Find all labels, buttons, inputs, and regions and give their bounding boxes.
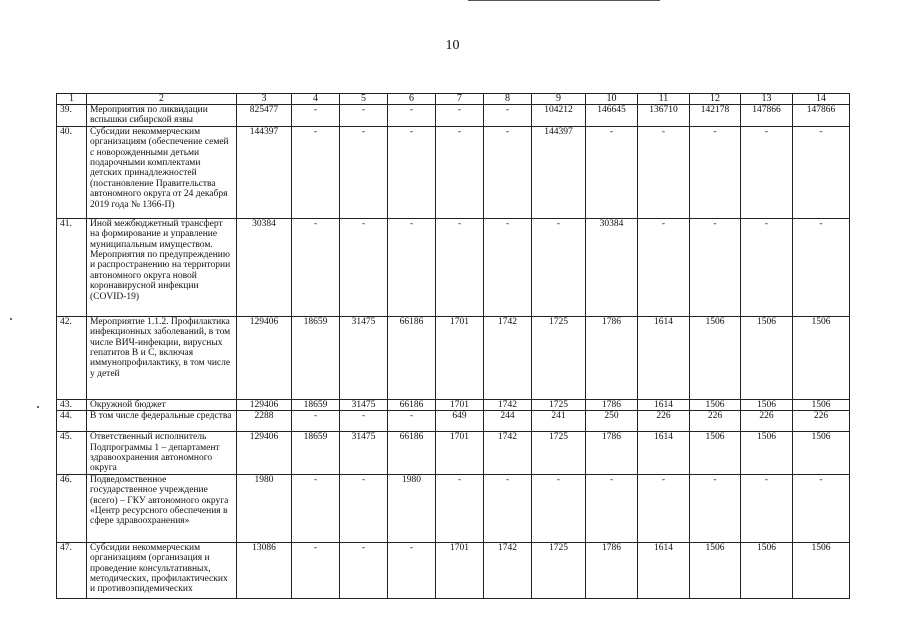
row-value: 142178: [690, 105, 741, 127]
row-number: 42.: [57, 316, 87, 399]
table-row: [57, 218, 850, 316]
table-row: [57, 316, 850, 399]
row-value: 31475: [340, 316, 388, 399]
row-value: -: [388, 542, 436, 598]
row-value: 66186: [388, 432, 436, 475]
row-name: Окружной бюджет: [87, 399, 237, 410]
table-row: [57, 126, 850, 218]
row-value: -: [292, 105, 340, 127]
row-value: 136710: [638, 105, 690, 127]
row-value: 129406: [237, 432, 292, 475]
row-number: 43.: [57, 399, 87, 410]
row-value: -: [388, 126, 436, 218]
row-value: 104212: [532, 105, 586, 127]
column-header: 1: [57, 94, 87, 105]
row-value: -: [532, 218, 586, 316]
row-value: 226: [690, 411, 741, 432]
top-rule: [468, 0, 660, 2]
row-value: 226: [638, 411, 690, 432]
row-name: Мероприятие 1.1.2. Профилактика инфекционных заболеваний, в том числе ВИЧ-инфекции, вирусных гепатитов В и С, включая иммунопрофилактику, в том числе у детей: [87, 316, 237, 399]
row-value: 18659: [292, 399, 340, 410]
row-value: -: [436, 105, 484, 127]
row-value: 1701: [436, 399, 484, 410]
row-value: 129406: [237, 316, 292, 399]
row-value: -: [793, 474, 850, 542]
row-value: 1701: [436, 432, 484, 475]
column-header: 9: [532, 94, 586, 105]
row-value: 1786: [586, 542, 638, 598]
row-name: Подведомственное государственное учреждение (всего) – ГКУ автономного округа «Центр ресурсного обеспечения в сфере здравоохранения»: [87, 474, 237, 542]
row-value: 1506: [690, 399, 741, 410]
row-number: 46.: [57, 474, 87, 542]
row-value: -: [484, 218, 532, 316]
row-value: 1701: [436, 542, 484, 598]
row-value: -: [741, 474, 793, 542]
row-value: -: [436, 474, 484, 542]
row-value: 66186: [388, 399, 436, 410]
row-value: 825477: [237, 105, 292, 127]
row-number: 40.: [57, 126, 87, 218]
row-value: 1701: [436, 316, 484, 399]
row-value: -: [340, 474, 388, 542]
row-value: -: [690, 474, 741, 542]
row-value: 1980: [388, 474, 436, 542]
column-header: 2: [87, 94, 237, 105]
row-value: 66186: [388, 316, 436, 399]
row-value: 1786: [586, 399, 638, 410]
row-value: -: [690, 126, 741, 218]
row-value: -: [436, 126, 484, 218]
row-value: -: [292, 411, 340, 432]
row-value: -: [292, 218, 340, 316]
row-value: 31475: [340, 399, 388, 410]
row-value: -: [638, 474, 690, 542]
row-value: -: [793, 218, 850, 316]
row-value: 1506: [793, 432, 850, 475]
row-value: 649: [436, 411, 484, 432]
row-name: Субсидии некоммерческим организациям (обеспечение семей с новорожденными детьми подарочными комплектами детских принадлежностей (постановление Правительства автономного округа от 24 декабря 2019 года № 1366-П): [87, 126, 237, 218]
margin-mark: [37, 406, 39, 408]
row-value: 129406: [237, 399, 292, 410]
column-header: 12: [690, 94, 741, 105]
row-value: 1725: [532, 432, 586, 475]
table-row: [57, 542, 850, 598]
row-value: 1506: [741, 432, 793, 475]
row-value: 1614: [638, 399, 690, 410]
row-value: 1725: [532, 399, 586, 410]
row-value: -: [340, 411, 388, 432]
column-header: 10: [586, 94, 638, 105]
margin-mark: [10, 318, 12, 320]
row-value: 144397: [237, 126, 292, 218]
row-value: 13086: [237, 542, 292, 598]
row-value: 1506: [690, 316, 741, 399]
row-value: -: [638, 218, 690, 316]
row-value: 147866: [741, 105, 793, 127]
row-value: 2288: [237, 411, 292, 432]
row-value: -: [388, 218, 436, 316]
row-name: Субсидии некоммерческим организациям (организация и проведение консультативных, методических, профилактических и противоэпидемических: [87, 542, 237, 598]
row-value: -: [292, 542, 340, 598]
row-number: 47.: [57, 542, 87, 598]
row-value: 226: [741, 411, 793, 432]
row-value: 250: [586, 411, 638, 432]
row-value: -: [484, 105, 532, 127]
row-value: 226: [793, 411, 850, 432]
row-value: 1725: [532, 542, 586, 598]
row-number: 45.: [57, 432, 87, 475]
row-value: 1506: [741, 316, 793, 399]
row-value: -: [741, 218, 793, 316]
row-value: 1506: [741, 542, 793, 598]
row-value: -: [484, 474, 532, 542]
row-value: -: [388, 105, 436, 127]
row-value: -: [690, 218, 741, 316]
column-header: 8: [484, 94, 532, 105]
column-header: 3: [237, 94, 292, 105]
row-value: 1742: [484, 399, 532, 410]
row-value: 1725: [532, 316, 586, 399]
table-row: [57, 474, 850, 542]
row-value: 146645: [586, 105, 638, 127]
row-value: 241: [532, 411, 586, 432]
table-header-row: [57, 94, 850, 105]
budget-table: [56, 93, 850, 599]
row-number: 44.: [57, 411, 87, 432]
row-value: 147866: [793, 105, 850, 127]
row-value: 1614: [638, 542, 690, 598]
column-header: 14: [793, 94, 850, 105]
row-value: 30384: [586, 218, 638, 316]
row-value: 1506: [793, 399, 850, 410]
row-value: 1786: [586, 316, 638, 399]
row-name: Ответственный исполнитель Подпрограммы 1 – департамент здравоохранения автономного округа: [87, 432, 237, 475]
column-header: 6: [388, 94, 436, 105]
row-value: 18659: [292, 432, 340, 475]
column-header: 11: [638, 94, 690, 105]
row-value: -: [388, 411, 436, 432]
table-row: [57, 105, 850, 127]
table-row: [57, 399, 850, 410]
row-value: -: [638, 126, 690, 218]
row-value: 31475: [340, 432, 388, 475]
row-value: 30384: [237, 218, 292, 316]
row-value: 244: [484, 411, 532, 432]
row-name: Иной межбюджетный трансферт на формирование и управление муниципальным имуществом. Мероприятия по предупреждению и распространению на территории автономного округа новой коронавирусной инфекции (COVID-19): [87, 218, 237, 316]
row-value: -: [340, 542, 388, 598]
column-header: 4: [292, 94, 340, 105]
table-row: [57, 411, 850, 432]
row-value: 1506: [793, 542, 850, 598]
row-value: 1506: [793, 316, 850, 399]
column-header: 5: [340, 94, 388, 105]
table-row: [57, 432, 850, 475]
row-value: 1506: [690, 542, 741, 598]
row-value: -: [741, 126, 793, 218]
row-value: 1742: [484, 432, 532, 475]
row-value: -: [436, 218, 484, 316]
row-value: 1742: [484, 316, 532, 399]
column-header: 7: [436, 94, 484, 105]
row-value: -: [292, 474, 340, 542]
row-value: 1506: [690, 432, 741, 475]
row-value: 1506: [741, 399, 793, 410]
row-value: -: [484, 126, 532, 218]
row-value: -: [340, 218, 388, 316]
row-value: 1614: [638, 316, 690, 399]
row-value: 1742: [484, 542, 532, 598]
row-name: В том числе федеральные средства: [87, 411, 237, 432]
row-value: -: [292, 126, 340, 218]
row-number: 41.: [57, 218, 87, 316]
column-header: 13: [741, 94, 793, 105]
row-value: -: [586, 474, 638, 542]
row-value: 1786: [586, 432, 638, 475]
row-value: 18659: [292, 316, 340, 399]
row-value: -: [586, 126, 638, 218]
row-value: -: [793, 126, 850, 218]
row-number: 39.: [57, 105, 87, 127]
row-name: Мероприятия по ликвидации вспышки сибирской язвы: [87, 105, 237, 127]
row-value: 144397: [532, 126, 586, 218]
row-value: -: [340, 126, 388, 218]
page-number: 10: [445, 38, 460, 53]
row-value: -: [532, 474, 586, 542]
row-value: -: [340, 105, 388, 127]
row-value: 1980: [237, 474, 292, 542]
row-value: 1614: [638, 432, 690, 475]
